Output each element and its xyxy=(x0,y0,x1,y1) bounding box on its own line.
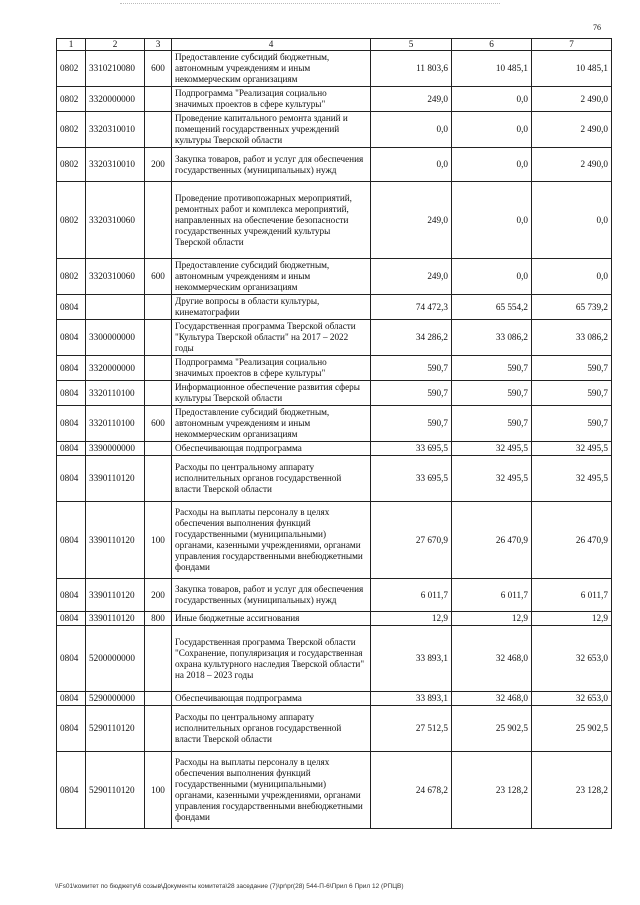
expense-type-cell xyxy=(145,442,172,456)
section-code-cell: 0804 xyxy=(57,752,86,829)
amount-2023-cell: 0,0 xyxy=(532,259,612,295)
expense-type-cell: 600 xyxy=(145,259,172,295)
amount-2021-cell: 11 803,6 xyxy=(371,51,452,87)
amount-2023-cell: 65 739,2 xyxy=(532,295,612,320)
description-cell: Иные бюджетные ассигнования xyxy=(172,612,371,626)
amount-2021-cell: 590,7 xyxy=(371,406,452,442)
expense-type-cell xyxy=(145,112,172,148)
amount-2022-cell: 32 495,5 xyxy=(452,442,532,456)
description-cell: Расходы по центральному аппарату исполнительных органов государственной власти Тверской области xyxy=(172,456,371,502)
section-code-cell: 0804 xyxy=(57,612,86,626)
amount-2021-cell: 33 695,5 xyxy=(371,456,452,502)
amount-2022-cell: 0,0 xyxy=(452,148,532,182)
amount-2022-cell: 0,0 xyxy=(452,112,532,148)
section-code-cell: 0804 xyxy=(57,692,86,706)
amount-2022-cell: 10 485,1 xyxy=(452,51,532,87)
description-cell: Предоставление субсидий бюджетным, автономным учреждениям и иным некоммерческим организациям xyxy=(172,51,371,87)
section-code-cell: 0804 xyxy=(57,502,86,579)
expense-type-cell xyxy=(145,182,172,259)
amount-2023-cell: 0,0 xyxy=(532,182,612,259)
table-header-row xyxy=(57,39,612,51)
amount-2022-cell: 0,0 xyxy=(452,182,532,259)
amount-2021-cell: 0,0 xyxy=(371,148,452,182)
amount-2021-cell: 249,0 xyxy=(371,87,452,112)
scan-artifact-line xyxy=(120,3,500,5)
table-row xyxy=(57,381,612,406)
amount-2022-cell: 590,7 xyxy=(452,381,532,406)
expense-type-cell: 100 xyxy=(145,752,172,829)
amount-2023-cell: 32 653,0 xyxy=(532,626,612,692)
amount-2022-cell: 23 128,2 xyxy=(452,752,532,829)
table-row xyxy=(57,706,612,752)
amount-2021-cell: 12,9 xyxy=(371,612,452,626)
target-article-cell: 3320110100 xyxy=(86,406,145,442)
description-cell: Расходы на выплаты персоналу в целях обеспечения выполнения функций государственными (муниципальными) органами, казенными учреждениями, органами управления государственными внебюджетными фондами xyxy=(172,752,371,829)
table-row xyxy=(57,692,612,706)
expense-type-cell xyxy=(145,626,172,692)
expense-type-cell: 600 xyxy=(145,406,172,442)
amount-2021-cell: 27 512,5 xyxy=(371,706,452,752)
table-row xyxy=(57,356,612,381)
target-article-cell: 3320310010 xyxy=(86,148,145,182)
table-row xyxy=(57,502,612,579)
amount-2021-cell: 33 893,1 xyxy=(371,626,452,692)
target-article-cell: 3390110120 xyxy=(86,456,145,502)
amount-2023-cell: 590,7 xyxy=(532,356,612,381)
description-cell: Обеспечивающая подпрограмма xyxy=(172,692,371,706)
description-cell: Предоставление субсидий бюджетным, автономным учреждениям и иным некоммерческим организациям xyxy=(172,259,371,295)
table-row xyxy=(57,442,612,456)
amount-2021-cell: 590,7 xyxy=(371,381,452,406)
amount-2022-cell: 33 086,2 xyxy=(452,320,532,356)
amount-2023-cell: 2 490,0 xyxy=(532,148,612,182)
section-code-cell: 0804 xyxy=(57,381,86,406)
table-row xyxy=(57,148,612,182)
section-code-cell: 0802 xyxy=(57,87,86,112)
column-header: 5 xyxy=(371,39,452,51)
section-code-cell: 0804 xyxy=(57,295,86,320)
expense-type-cell xyxy=(145,456,172,502)
description-cell: Государственная программа Тверской области "Культура Тверской области" на 2017 – 2022 годы xyxy=(172,320,371,356)
target-article-cell: 3390110120 xyxy=(86,612,145,626)
section-code-cell: 0804 xyxy=(57,442,86,456)
description-cell: Другие вопросы в области культуры, кинематографии xyxy=(172,295,371,320)
amount-2023-cell: 590,7 xyxy=(532,381,612,406)
amount-2021-cell: 6 011,7 xyxy=(371,579,452,612)
expense-type-cell: 100 xyxy=(145,502,172,579)
file-path-footer: \\Fs01\комитет по бюджету\6 созыв\Документы комитета\28 заседание (7)\pr\pr(28) 544-П-6\Прил 6 Прил 12 (РПЦВ) xyxy=(55,883,404,890)
section-code-cell: 0802 xyxy=(57,182,86,259)
description-cell: Проведение капитального ремонта зданий и помещений государственных учреждений культуры Тверской области xyxy=(172,112,371,148)
amount-2021-cell: 249,0 xyxy=(371,259,452,295)
amount-2022-cell: 0,0 xyxy=(452,259,532,295)
amount-2023-cell: 25 902,5 xyxy=(532,706,612,752)
section-code-cell: 0804 xyxy=(57,320,86,356)
table-row xyxy=(57,579,612,612)
column-header: 7 xyxy=(532,39,612,51)
amount-2021-cell: 590,7 xyxy=(371,356,452,381)
section-code-cell: 0804 xyxy=(57,406,86,442)
table-row xyxy=(57,51,612,87)
target-article-cell xyxy=(86,295,145,320)
amount-2022-cell: 6 011,7 xyxy=(452,579,532,612)
table-row xyxy=(57,112,612,148)
amount-2022-cell: 590,7 xyxy=(452,406,532,442)
table-row xyxy=(57,456,612,502)
expense-type-cell xyxy=(145,356,172,381)
target-article-cell: 3310210080 xyxy=(86,51,145,87)
description-cell: Закупка товаров, работ и услуг для обеспечения государственных (муниципальных) нужд xyxy=(172,579,371,612)
target-article-cell: 5290110120 xyxy=(86,752,145,829)
section-code-cell: 0802 xyxy=(57,51,86,87)
page-number: 76 xyxy=(593,23,601,32)
amount-2022-cell: 32 468,0 xyxy=(452,692,532,706)
expense-type-cell xyxy=(145,381,172,406)
target-article-cell: 3320310010 xyxy=(86,112,145,148)
section-code-cell: 0804 xyxy=(57,706,86,752)
target-article-cell: 3300000000 xyxy=(86,320,145,356)
amount-2022-cell: 32 495,5 xyxy=(452,456,532,502)
target-article-cell: 3320310060 xyxy=(86,259,145,295)
table-row xyxy=(57,406,612,442)
amount-2023-cell: 12,9 xyxy=(532,612,612,626)
amount-2022-cell: 12,9 xyxy=(452,612,532,626)
expense-type-cell xyxy=(145,692,172,706)
column-header: 6 xyxy=(452,39,532,51)
amount-2023-cell: 33 086,2 xyxy=(532,320,612,356)
amount-2022-cell: 32 468,0 xyxy=(452,626,532,692)
table-row xyxy=(57,320,612,356)
section-code-cell: 0804 xyxy=(57,626,86,692)
target-article-cell: 3320110100 xyxy=(86,381,145,406)
description-cell: Расходы по центральному аппарату исполнительных органов государственной власти Тверской области xyxy=(172,706,371,752)
table-row xyxy=(57,295,612,320)
target-article-cell: 3390110120 xyxy=(86,502,145,579)
amount-2023-cell: 590,7 xyxy=(532,406,612,442)
table-row xyxy=(57,259,612,295)
table-row xyxy=(57,182,612,259)
amount-2022-cell: 25 902,5 xyxy=(452,706,532,752)
amount-2023-cell: 2 490,0 xyxy=(532,87,612,112)
expense-type-cell xyxy=(145,295,172,320)
description-cell: Государственная программа Тверской области "Сохранение, популяризация и государственная охрана культурного наследия Тверской области" на 2018 – 2023 годы xyxy=(172,626,371,692)
description-cell: Расходы на выплаты персоналу в целях обеспечения выполнения функций государственными (муниципальными) органами, казенными учреждениями, органами управления государственными внебюджетными фондами xyxy=(172,502,371,579)
expense-type-cell: 200 xyxy=(145,579,172,612)
column-header: 3 xyxy=(145,39,172,51)
target-article-cell: 3390000000 xyxy=(86,442,145,456)
section-code-cell: 0802 xyxy=(57,112,86,148)
description-cell: Обеспечивающая подпрограмма xyxy=(172,442,371,456)
section-code-cell: 0802 xyxy=(57,259,86,295)
amount-2023-cell: 23 128,2 xyxy=(532,752,612,829)
amount-2023-cell: 2 490,0 xyxy=(532,112,612,148)
amount-2023-cell: 10 485,1 xyxy=(532,51,612,87)
amount-2023-cell: 32 653,0 xyxy=(532,692,612,706)
target-article-cell: 3320000000 xyxy=(86,87,145,112)
amount-2023-cell: 32 495,5 xyxy=(532,442,612,456)
budget-table xyxy=(56,38,612,829)
target-article-cell: 5290000000 xyxy=(86,692,145,706)
section-code-cell: 0804 xyxy=(57,579,86,612)
table-row xyxy=(57,612,612,626)
amount-2021-cell: 0,0 xyxy=(371,112,452,148)
table-row xyxy=(57,87,612,112)
table-row xyxy=(57,626,612,692)
expense-type-cell xyxy=(145,87,172,112)
expense-type-cell xyxy=(145,706,172,752)
column-header: 2 xyxy=(86,39,145,51)
expense-type-cell: 600 xyxy=(145,51,172,87)
amount-2023-cell: 32 495,5 xyxy=(532,456,612,502)
expense-type-cell xyxy=(145,320,172,356)
amount-2021-cell: 33 893,1 xyxy=(371,692,452,706)
amount-2021-cell: 24 678,2 xyxy=(371,752,452,829)
section-code-cell: 0804 xyxy=(57,456,86,502)
description-cell: Подпрограмма "Реализация социально значимых проектов в сфере культуры" xyxy=(172,87,371,112)
description-cell: Информационное обеспечение развития сферы культуры Тверской области xyxy=(172,381,371,406)
expense-type-cell: 800 xyxy=(145,612,172,626)
amount-2021-cell: 249,0 xyxy=(371,182,452,259)
amount-2021-cell: 33 695,5 xyxy=(371,442,452,456)
amount-2022-cell: 590,7 xyxy=(452,356,532,381)
amount-2023-cell: 26 470,9 xyxy=(532,502,612,579)
amount-2021-cell: 74 472,3 xyxy=(371,295,452,320)
amount-2022-cell: 65 554,2 xyxy=(452,295,532,320)
column-header: 4 xyxy=(172,39,371,51)
target-article-cell: 5290110120 xyxy=(86,706,145,752)
table-row xyxy=(57,752,612,829)
amount-2022-cell: 0,0 xyxy=(452,87,532,112)
amount-2021-cell: 34 286,2 xyxy=(371,320,452,356)
section-code-cell: 0804 xyxy=(57,356,86,381)
section-code-cell: 0802 xyxy=(57,148,86,182)
column-header: 1 xyxy=(57,39,86,51)
description-cell: Подпрограмма "Реализация социально значимых проектов в сфере культуры" xyxy=(172,356,371,381)
target-article-cell: 3320310060 xyxy=(86,182,145,259)
description-cell: Предоставление субсидий бюджетным, автономным учреждениям и иным некоммерческим организациям xyxy=(172,406,371,442)
target-article-cell: 3320000000 xyxy=(86,356,145,381)
amount-2023-cell: 6 011,7 xyxy=(532,579,612,612)
description-cell: Закупка товаров, работ и услуг для обеспечения государственных (муниципальных) нужд xyxy=(172,148,371,182)
target-article-cell: 3390110120 xyxy=(86,579,145,612)
amount-2021-cell: 27 670,9 xyxy=(371,502,452,579)
expense-type-cell: 200 xyxy=(145,148,172,182)
description-cell: Проведение противопожарных мероприятий, ремонтных работ и комплекса мероприятий, направленных на обеспечение безопасности государственных учреждений культуры Тверской области xyxy=(172,182,371,259)
target-article-cell: 5200000000 xyxy=(86,626,145,692)
amount-2022-cell: 26 470,9 xyxy=(452,502,532,579)
